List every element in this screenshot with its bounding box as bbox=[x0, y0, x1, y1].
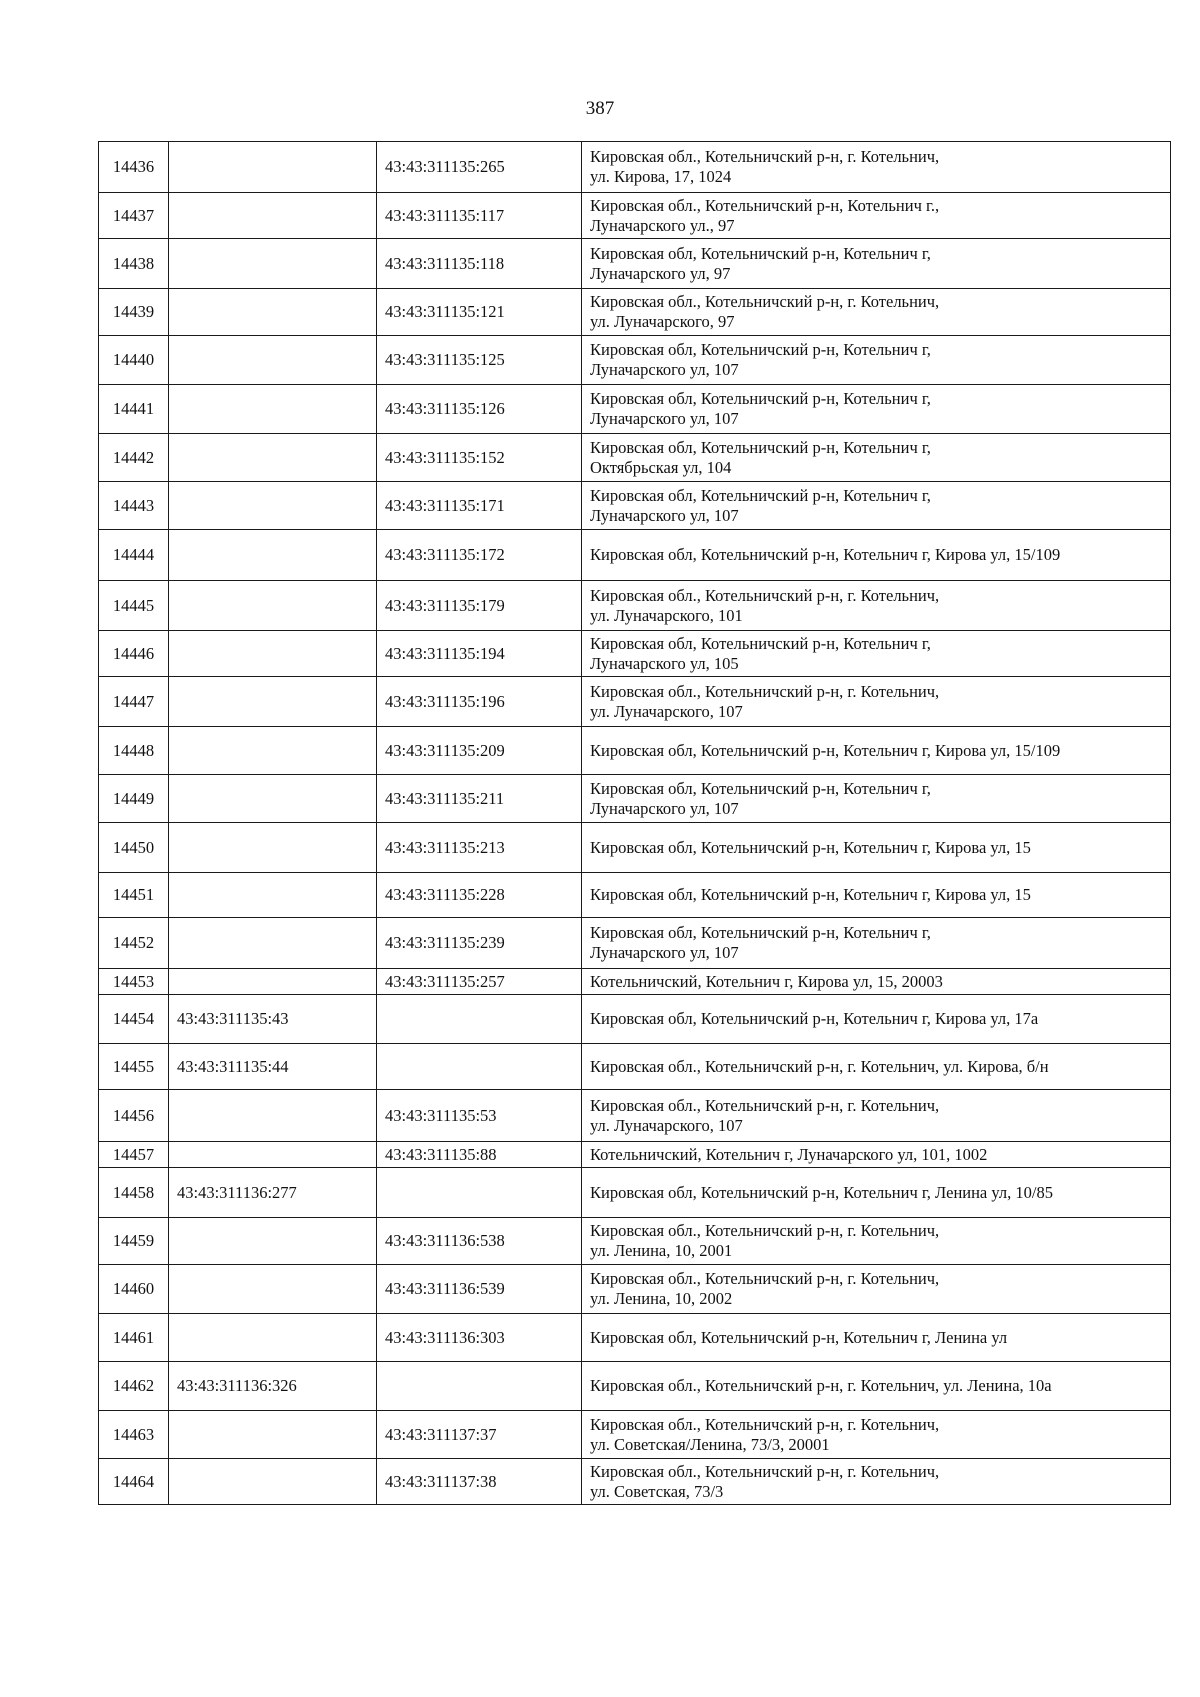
address-line: Луначарского ул., 97 bbox=[590, 215, 735, 235]
land-cadastral-number-cell bbox=[169, 193, 377, 239]
record-number-cell: 14446 bbox=[99, 631, 169, 677]
address-line: Луначарского ул, 107 bbox=[590, 505, 739, 525]
object-cadastral-number-cell: 43:43:311135:265 bbox=[377, 142, 582, 193]
table-row bbox=[99, 775, 1171, 823]
land-cadastral-number-cell bbox=[169, 530, 377, 581]
address-line: Кировская обл, Котельничский р-н, Котельнич г, Кирова ул, 15 bbox=[590, 837, 1031, 857]
land-cadastral-number-cell bbox=[169, 775, 377, 823]
address-cell bbox=[582, 530, 1171, 581]
address-line: Кировская обл., Котельничский р-н, г. Котельнич, bbox=[590, 1461, 940, 1481]
table-row bbox=[99, 1044, 1171, 1090]
land-cadastral-number-cell: 43:43:311136:326 bbox=[169, 1362, 377, 1411]
table-row bbox=[99, 873, 1171, 918]
address-line: Кировская обл., Котельничский р-н, г. Котельнич, bbox=[590, 1095, 940, 1115]
table-row bbox=[99, 1090, 1171, 1142]
address-line: Кировская обл., Котельничский р-н, г. Котельнич, bbox=[590, 1414, 940, 1434]
address-cell bbox=[582, 193, 1171, 239]
address-cell bbox=[582, 1044, 1171, 1090]
address-line: Котельничский, Котельнич г, Кирова ул, 15, 20003 bbox=[590, 971, 943, 991]
table-row bbox=[99, 193, 1171, 239]
table-row bbox=[99, 1362, 1171, 1411]
record-number-cell: 14440 bbox=[99, 336, 169, 385]
object-cadastral-number-cell bbox=[377, 995, 582, 1044]
table-row bbox=[99, 823, 1171, 873]
address-line: Октябрьская ул, 104 bbox=[590, 457, 732, 477]
address-line: ул. Луначарского, 97 bbox=[590, 312, 735, 331]
address-cell bbox=[582, 434, 1171, 482]
address-line: Луначарского ул, 107 bbox=[590, 360, 739, 379]
object-cadastral-number-cell: 43:43:311135:126 bbox=[377, 385, 582, 434]
table-row bbox=[99, 631, 1171, 677]
table-row bbox=[99, 677, 1171, 727]
address-line: Кировская обл, Котельничский р-н, Котельнич г, Кирова ул, 15/109 bbox=[590, 740, 1061, 760]
table-row bbox=[99, 530, 1171, 581]
object-cadastral-number-cell: 43:43:311135:211 bbox=[377, 775, 582, 823]
page-number: 387 bbox=[585, 98, 615, 119]
record-number-cell: 14438 bbox=[99, 239, 169, 289]
object-cadastral-number-cell: 43:43:311135:53 bbox=[377, 1090, 582, 1142]
address-line: ул. Кирова, 17, 1024 bbox=[590, 167, 732, 186]
record-number-cell: 14451 bbox=[99, 873, 169, 918]
land-cadastral-number-cell bbox=[169, 142, 377, 193]
record-number-cell: 14450 bbox=[99, 823, 169, 873]
table-row bbox=[99, 1459, 1171, 1505]
record-number-cell: 14455 bbox=[99, 1044, 169, 1090]
land-cadastral-number-cell bbox=[169, 1142, 377, 1168]
table-row bbox=[99, 1411, 1171, 1459]
address-cell bbox=[582, 1314, 1171, 1362]
address-line: Кировская обл, Котельничский р-н, Котельнич г, bbox=[590, 633, 931, 653]
object-cadastral-number-cell bbox=[377, 1362, 582, 1411]
address-line: ул. Советская/Ленина, 73/3, 20001 bbox=[590, 1434, 830, 1454]
address-line: Кировская обл, Котельничский р-н, Котельнич г, bbox=[590, 340, 931, 359]
land-cadastral-number-cell bbox=[169, 918, 377, 969]
address-line: Кировская обл, Котельничский р-н, Котельнич г, Кирова ул, 15/109 bbox=[590, 545, 1061, 564]
address-line: Кировская обл, Котельничский р-н, Котельнич г, Кирова ул, 15 bbox=[590, 885, 1031, 904]
object-cadastral-number-cell: 43:43:311135:118 bbox=[377, 239, 582, 289]
land-cadastral-number-cell bbox=[169, 823, 377, 873]
address-line: Кировская обл, Котельничский р-н, Котельнич г, bbox=[590, 923, 931, 942]
land-cadastral-number-cell bbox=[169, 727, 377, 775]
address-line: ул. Советская, 73/3 bbox=[590, 1481, 724, 1501]
table-row bbox=[99, 142, 1171, 193]
object-cadastral-number-cell: 43:43:311135:88 bbox=[377, 1142, 582, 1168]
address-cell bbox=[582, 1362, 1171, 1411]
address-line: Кировская обл, Котельничский р-н, Котельнич г, bbox=[590, 778, 931, 798]
record-number-cell: 14445 bbox=[99, 581, 169, 631]
object-cadastral-number-cell: 43:43:311135:213 bbox=[377, 823, 582, 873]
address-cell bbox=[582, 336, 1171, 385]
land-cadastral-number-cell bbox=[169, 434, 377, 482]
land-cadastral-number-cell bbox=[169, 336, 377, 385]
registry-table-body bbox=[99, 142, 1171, 1505]
table-row bbox=[99, 1218, 1171, 1265]
land-cadastral-number-cell bbox=[169, 1459, 377, 1505]
address-line: Кировская обл, Котельничский р-н, Котельнич г, bbox=[590, 389, 931, 408]
address-line: Кировская обл., Котельничский р-н, г. Котельнич, bbox=[590, 1269, 940, 1288]
object-cadastral-number-cell: 43:43:311135:239 bbox=[377, 918, 582, 969]
land-cadastral-number-cell bbox=[169, 969, 377, 995]
address-line: Кировская обл., Котельничский р-н, г. Котельнич, bbox=[590, 1221, 940, 1240]
table-row bbox=[99, 1142, 1171, 1168]
record-number-cell: 14436 bbox=[99, 142, 169, 193]
object-cadastral-number-cell: 43:43:311136:538 bbox=[377, 1218, 582, 1265]
address-cell bbox=[582, 1459, 1171, 1505]
table-row bbox=[99, 482, 1171, 530]
record-number-cell: 14456 bbox=[99, 1090, 169, 1142]
table-row bbox=[99, 995, 1171, 1044]
table-row bbox=[99, 239, 1171, 289]
address-cell bbox=[582, 775, 1171, 823]
object-cadastral-number-cell: 43:43:311135:172 bbox=[377, 530, 582, 581]
table-row bbox=[99, 385, 1171, 434]
address-cell bbox=[582, 239, 1171, 289]
land-cadastral-number-cell: 43:43:311136:277 bbox=[169, 1168, 377, 1218]
address-cell bbox=[582, 1411, 1171, 1459]
address-cell bbox=[582, 581, 1171, 631]
record-number-cell: 14452 bbox=[99, 918, 169, 969]
record-number-cell: 14448 bbox=[99, 727, 169, 775]
table-row bbox=[99, 969, 1171, 995]
object-cadastral-number-cell: 43:43:311135:125 bbox=[377, 336, 582, 385]
address-line: Кировская обл., Котельничский р-н, г. Котельнич, ул. Ленина, 10а bbox=[590, 1376, 1052, 1395]
object-cadastral-number-cell: 43:43:311135:121 bbox=[377, 289, 582, 336]
address-cell bbox=[582, 1090, 1171, 1142]
address-cell bbox=[582, 873, 1171, 918]
table-row bbox=[99, 1265, 1171, 1314]
table-row bbox=[99, 1314, 1171, 1362]
address-cell bbox=[582, 969, 1171, 995]
land-cadastral-number-cell bbox=[169, 289, 377, 336]
land-cadastral-number-cell bbox=[169, 677, 377, 727]
address-cell bbox=[582, 385, 1171, 434]
address-cell bbox=[582, 823, 1171, 873]
object-cadastral-number-cell: 43:43:311135:152 bbox=[377, 434, 582, 482]
address-cell bbox=[582, 918, 1171, 969]
object-cadastral-number-cell: 43:43:311136:303 bbox=[377, 1314, 582, 1362]
land-cadastral-number-cell bbox=[169, 1265, 377, 1314]
object-cadastral-number-cell: 43:43:311135:209 bbox=[377, 727, 582, 775]
address-cell bbox=[582, 677, 1171, 727]
object-cadastral-number-cell bbox=[377, 1168, 582, 1218]
record-number-cell: 14449 bbox=[99, 775, 169, 823]
land-cadastral-number-cell bbox=[169, 631, 377, 677]
address-cell bbox=[582, 1142, 1171, 1168]
address-cell bbox=[582, 727, 1171, 775]
registry-table bbox=[98, 141, 1171, 1505]
address-cell bbox=[582, 1168, 1171, 1218]
address-line: Кировская обл., Котельничский р-н, г. Котельнич, ул. Кирова, б/н bbox=[590, 1056, 1049, 1076]
address-cell bbox=[582, 995, 1171, 1044]
record-number-cell: 14442 bbox=[99, 434, 169, 482]
address-cell bbox=[582, 482, 1171, 530]
address-line: Луначарского ул, 97 bbox=[590, 263, 731, 283]
record-number-cell: 14437 bbox=[99, 193, 169, 239]
object-cadastral-number-cell: 43:43:311135:196 bbox=[377, 677, 582, 727]
address-line: Луначарского ул, 107 bbox=[590, 798, 739, 818]
land-cadastral-number-cell bbox=[169, 482, 377, 530]
land-cadastral-number-cell bbox=[169, 1411, 377, 1459]
record-number-cell: 14460 bbox=[99, 1265, 169, 1314]
address-line: Кировская обл, Котельничский р-н, Котельнич г, Кирова ул, 17а bbox=[590, 1009, 1039, 1028]
table-row bbox=[99, 581, 1171, 631]
object-cadastral-number-cell: 43:43:311135:171 bbox=[377, 482, 582, 530]
land-cadastral-number-cell bbox=[169, 239, 377, 289]
address-line: Кировская обл, Котельничский р-н, Котельнич г, bbox=[590, 485, 931, 505]
address-line: ул. Луначарского, 107 bbox=[590, 701, 743, 721]
table-row bbox=[99, 336, 1171, 385]
address-line: Кировская обл, Котельничский р-н, Котельнич г, bbox=[590, 437, 931, 457]
record-number-cell: 14444 bbox=[99, 530, 169, 581]
table-row bbox=[99, 727, 1171, 775]
table-row bbox=[99, 918, 1171, 969]
land-cadastral-number-cell bbox=[169, 581, 377, 631]
object-cadastral-number-cell: 43:43:311135:228 bbox=[377, 873, 582, 918]
record-number-cell: 14463 bbox=[99, 1411, 169, 1459]
address-line: ул. Ленина, 10, 2002 bbox=[590, 1289, 733, 1308]
address-line: Луначарского ул, 107 bbox=[590, 409, 739, 428]
object-cadastral-number-cell: 43:43:311137:37 bbox=[377, 1411, 582, 1459]
land-cadastral-number-cell bbox=[169, 385, 377, 434]
object-cadastral-number-cell: 43:43:311135:179 bbox=[377, 581, 582, 631]
record-number-cell: 14439 bbox=[99, 289, 169, 336]
address-line: Кировская обл, Котельничский р-н, Котельнич г, bbox=[590, 243, 931, 263]
record-number-cell: 14462 bbox=[99, 1362, 169, 1411]
address-line: Луначарского ул, 107 bbox=[590, 943, 739, 962]
address-line: Кировская обл., Котельничский р-н, г. Котельнич, bbox=[590, 681, 940, 701]
address-line: Кировская обл, Котельничский р-н, Котельнич г, Ленина ул, 10/85 bbox=[590, 1182, 1053, 1202]
address-line: ул. Луначарского, 101 bbox=[590, 605, 743, 625]
object-cadastral-number-cell bbox=[377, 1044, 582, 1090]
table-row bbox=[99, 289, 1171, 336]
record-number-cell: 14454 bbox=[99, 995, 169, 1044]
address-line: Луначарского ул, 105 bbox=[590, 653, 739, 673]
address-cell bbox=[582, 289, 1171, 336]
address-line: Кировская обл., Котельничский р-н, г. Котельнич, bbox=[590, 585, 940, 605]
address-line: ул. Ленина, 10, 2001 bbox=[590, 1241, 733, 1260]
record-number-cell: 14457 bbox=[99, 1142, 169, 1168]
address-line: Кировская обл., Котельничский р-н, г. Котельнич, bbox=[590, 292, 940, 311]
land-cadastral-number-cell bbox=[169, 873, 377, 918]
object-cadastral-number-cell: 43:43:311137:38 bbox=[377, 1459, 582, 1505]
land-cadastral-number-cell bbox=[169, 1090, 377, 1142]
address-line: Котельничский, Котельнич г, Луначарского ул, 101, 1002 bbox=[590, 1144, 988, 1164]
object-cadastral-number-cell: 43:43:311135:194 bbox=[377, 631, 582, 677]
land-cadastral-number-cell bbox=[169, 1314, 377, 1362]
record-number-cell: 14453 bbox=[99, 969, 169, 995]
land-cadastral-number-cell: 43:43:311135:43 bbox=[169, 995, 377, 1044]
address-cell bbox=[582, 1218, 1171, 1265]
record-number-cell: 14459 bbox=[99, 1218, 169, 1265]
record-number-cell: 14447 bbox=[99, 677, 169, 727]
object-cadastral-number-cell: 43:43:311135:117 bbox=[377, 193, 582, 239]
object-cadastral-number-cell: 43:43:311135:257 bbox=[377, 969, 582, 995]
land-cadastral-number-cell: 43:43:311135:44 bbox=[169, 1044, 377, 1090]
record-number-cell: 14461 bbox=[99, 1314, 169, 1362]
address-line: Кировская обл., Котельничский р-н, г. Котельнич, bbox=[590, 147, 940, 166]
address-cell bbox=[582, 1265, 1171, 1314]
address-line: Кировская обл., Котельничский р-н, Котельнич г., bbox=[590, 195, 940, 215]
record-number-cell: 14443 bbox=[99, 482, 169, 530]
address-cell bbox=[582, 631, 1171, 677]
address-cell bbox=[582, 142, 1171, 193]
table-row bbox=[99, 1168, 1171, 1218]
land-cadastral-number-cell bbox=[169, 1218, 377, 1265]
object-cadastral-number-cell: 43:43:311136:539 bbox=[377, 1265, 582, 1314]
record-number-cell: 14464 bbox=[99, 1459, 169, 1505]
address-line: ул. Луначарского, 107 bbox=[590, 1115, 743, 1135]
table-row bbox=[99, 434, 1171, 482]
record-number-cell: 14441 bbox=[99, 385, 169, 434]
address-line: Кировская обл, Котельничский р-н, Котельнич г, Ленина ул bbox=[590, 1327, 1008, 1347]
record-number-cell: 14458 bbox=[99, 1168, 169, 1218]
